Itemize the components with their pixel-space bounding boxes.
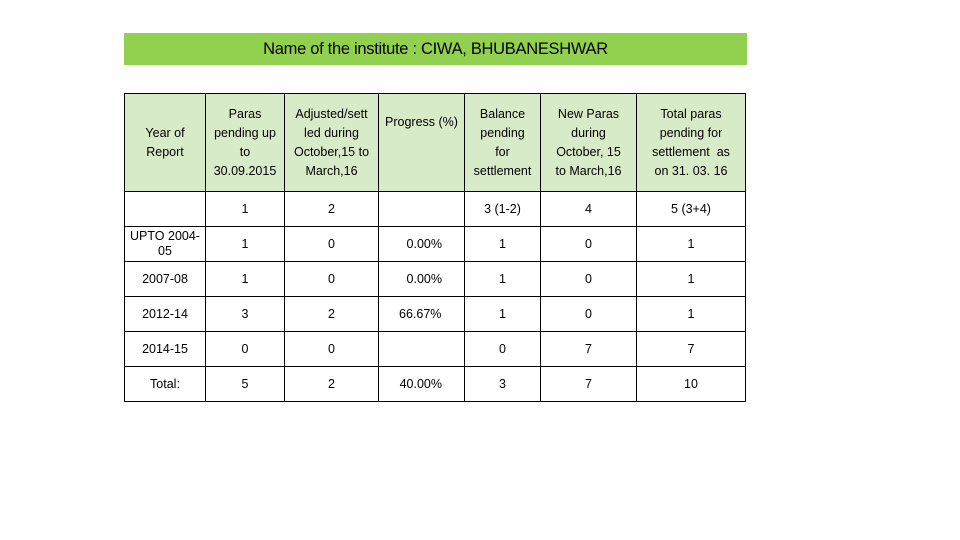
- balance-cell: 3: [465, 367, 541, 402]
- header-progress: [379, 94, 465, 192]
- adjusted-cell: 0: [285, 332, 379, 367]
- year-cell: Total:: [125, 367, 206, 402]
- balance-cell: 1: [465, 297, 541, 332]
- header-adjusted-line-3: October,15 to: [293, 144, 370, 159]
- new-cell: 0: [541, 262, 637, 297]
- header-adjusted-line-2: led during: [304, 125, 359, 140]
- progress-cell: 0.00%: [379, 227, 465, 262]
- total-cell: 1: [637, 297, 746, 332]
- progress-cell: [379, 332, 465, 367]
- progress-cell: 40.00%: [379, 367, 465, 402]
- header-total: [637, 94, 746, 192]
- pending-cell: 5: [206, 367, 285, 402]
- table-row: [125, 227, 746, 262]
- header-paras-pending: [206, 94, 285, 192]
- balance-cell: 1: [465, 227, 541, 262]
- year-cell: UPTO 2004-05: [125, 227, 206, 262]
- header-paras-pending-line-1: Paras: [228, 106, 262, 121]
- index-cell: 5 (3+4): [637, 192, 746, 227]
- pending-cell: 0: [206, 332, 285, 367]
- header-progress-line-1: Progress (%): [385, 115, 458, 129]
- index-cell: 1: [206, 192, 285, 227]
- header-balance-line-1: Balance: [479, 106, 526, 121]
- balance-cell: 0: [465, 332, 541, 367]
- header-year: [125, 94, 206, 192]
- header-total-line-2: pending for: [659, 125, 723, 140]
- balance-cell: 1: [465, 262, 541, 297]
- adjusted-cell: 0: [285, 227, 379, 262]
- new-cell: 7: [541, 367, 637, 402]
- header-adjusted-line-4: March,16: [305, 163, 358, 178]
- header-adjusted: [285, 94, 379, 192]
- header-row: [125, 94, 746, 192]
- total-cell: 1: [637, 262, 746, 297]
- header-paras-pending-line-3: to: [239, 144, 251, 159]
- index-cell: 2: [285, 192, 379, 227]
- total-cell: 1: [637, 227, 746, 262]
- year-cell: 2014-15: [125, 332, 206, 367]
- adjusted-cell: 2: [285, 297, 379, 332]
- index-cell: [125, 192, 206, 227]
- header-new-paras: [541, 94, 637, 192]
- progress-cell: 66.67%: [379, 297, 465, 332]
- total-cell: 10: [637, 367, 746, 402]
- header-balance: [465, 94, 541, 192]
- header-new-paras-line-1: New Paras: [557, 106, 620, 121]
- new-cell: 0: [541, 227, 637, 262]
- header-year-line-2: Report: [146, 144, 184, 159]
- adjusted-cell: 2: [285, 367, 379, 402]
- header-balance-line-4: settlement: [473, 163, 532, 178]
- header-adjusted-line-1: Adjusted/sett: [295, 106, 368, 121]
- column-index-row: [125, 192, 746, 227]
- paras-table: [124, 93, 746, 402]
- new-cell: 0: [541, 297, 637, 332]
- adjusted-cell: 0: [285, 262, 379, 297]
- header-balance-line-3: for: [495, 144, 510, 159]
- header-paras-pending-line-4: 30.09.2015: [213, 163, 277, 178]
- progress-cell: 0.00%: [379, 262, 465, 297]
- total-row: [125, 367, 746, 402]
- header-paras-pending-line-2: pending up: [214, 125, 276, 140]
- table-row: [125, 332, 746, 367]
- pending-cell: 3: [206, 297, 285, 332]
- table-row: [125, 262, 746, 297]
- new-cell: 7: [541, 332, 637, 367]
- table-row: [125, 297, 746, 332]
- header-total-line-4: on 31. 03. 16: [654, 163, 728, 178]
- header-year-line-1: Year of: [145, 125, 185, 140]
- pending-cell: 1: [206, 262, 285, 297]
- header-new-paras-line-3: October, 15: [556, 144, 621, 159]
- index-cell: [379, 192, 465, 227]
- header-total-line-1: Total paras: [660, 106, 722, 121]
- header-total-line-3: settlement as: [652, 144, 730, 159]
- institute-title: Name of the institute : CIWA, BHUBANESHWAR: [124, 33, 747, 65]
- header-new-paras-line-2: during: [571, 125, 606, 140]
- header-new-paras-line-4: to March,16: [555, 163, 622, 178]
- index-cell: 3 (1-2): [465, 192, 541, 227]
- pending-cell: 1: [206, 227, 285, 262]
- year-cell: 2007-08: [125, 262, 206, 297]
- index-cell: 4: [541, 192, 637, 227]
- year-cell: 2012-14: [125, 297, 206, 332]
- header-balance-line-2: pending: [480, 125, 525, 140]
- total-cell: 7: [637, 332, 746, 367]
